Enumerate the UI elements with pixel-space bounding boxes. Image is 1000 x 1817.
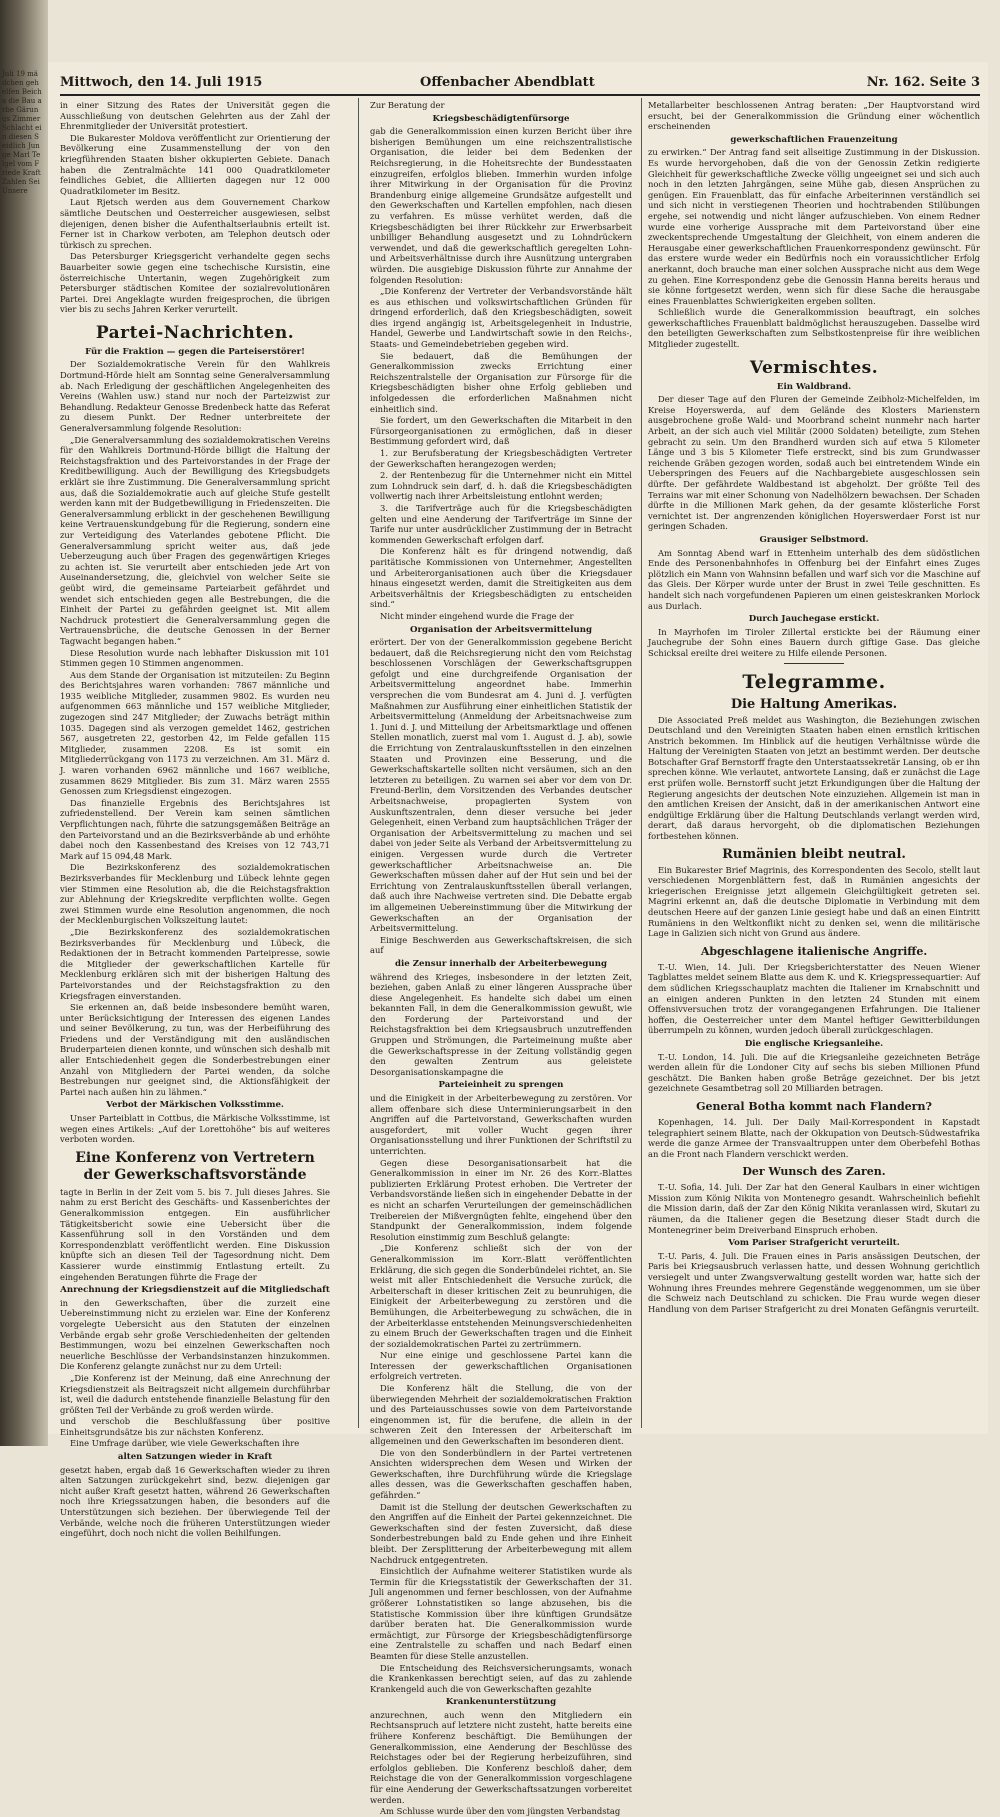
article-paragraph: Das finanzielle Ergebnis des Berichtsjahres ist zufriedenstellend. Der Verein kam seinen sämtlichen Verpflichtungen nach, führte die satzungsgemäßen Beiträge an den Parteivorstand und an die Bezirksverbände ab und erhöhte dabei noch den Kassenbestand des Kreises von 12 743,71 Mark auf 15 094,48 Mark. — [60, 797, 330, 861]
article-paragraph: Laut Rjetsch werden aus dem Gouvernement Charkow sämtliche Deutschen und Oesterreicher ausgewiesen, selbst diejenigen, denen bisher die Aufenthaltserlaubnis erteilt ist. Ferner ist in Charkow verboten, am Telephon deutsch oder türkisch zu sprechen. — [60, 197, 330, 250]
telegram-heading: Der Wunsch des Zaren. — [742, 1165, 886, 1179]
article-paragraph: Die Konferenz hält es für dringend notwendig, daß paritätische Kommissionen von Unternehmer, Angestellten und Arbeiterorganisationen auch über die Kriegsdauer hinaus eingesetzt werden, damit die Streitigkeiten aus dem Arbeitsverhältnis der Kriegsbeschädigten zu entscheiden sind.“ — [370, 546, 632, 610]
resolution-quote: „Die Bezirkskonferenz des sozialdemokratischen Bezirksverbandes für Mecklenburg und Lübeck, die Redaktionen der in Betracht kommenden Parteipresse, sowie die Mitglieder der gewerkschaftlichen Kartelle für Mecklenburg erklären sich mit der bisherigen Haltung des Parteivorstandes und der Reichstagsfraktion zu den Kriegsfragen einverstanden. — [60, 926, 330, 1001]
article-paragraph: gab die Generalkommission einen kurzen Bericht über ihre bisherigen Bemühungen um eine reichszentralistische Organisation, die leider bei dem Bedenken der Reichsregierung, in die Hoheitsrechte der Bundesstaaten einzugreifen, erfolglos blieben. Immerhin wurden infolge ihrer Mitwirkung in der Organisation für die Provinz Brandenburg einige allgemeine Grundsätze aufgestellt und den Gewerkschaften und Kartellen empfohlen, nach diesen zu verfahren. Es müsse verhütet werden, daß die Kriegsbeschädigten bei ihrer Rückkehr zur Erwerbsarbeit unbilliger Behandlung ausgesetzt und zu Lohndrückern verwendet, und daß die gewerkschaftlich geregelten Lohn- und Arbeitsverhältnisse durch ihre Ausnützung untergraben würden. Die ausgiebige Diskussion führte zur Annahme der folgenden Resolution: — [370, 126, 632, 285]
masthead-issue: Nr. 162. Seite 3 — [866, 75, 980, 90]
subheading: Kriegsbeschädigtenfürsorge — [432, 113, 570, 124]
article-paragraph: Sie erkennen an, daß beide insbesondere bemüht waren, unter Berücksichtigung der Interessen des eigenen Landes und seiner Bevölkerung, zu tun, was der Herbeiführung des Friedens und der Verständigung mit den ausländischen Bruderparteien dienen konnte, und wünschen sich deshalb mit aller Entschiedenheit gegen die Sonderbestrebungen einer Anzahl von Mitgliedern der Partei wenden, da solche Bestrebungen nur geeignet sind, die Aktionsfähigkeit der Partei nach außen hin zu lähmen.“ — [60, 1002, 330, 1097]
spine-fragment-text: Juli 19 mädchen gehelfen Beicha die Bau arbe Gärungs Zimmer Schlacht ein diesen Seidlich Junge Marl Telgel vom Friede Kraft Zahlen Sei Unsere — [2, 70, 42, 195]
column-1 — [60, 100, 330, 1539]
article-paragraph: Nicht minder eingehend wurde die Frage der — [380, 610, 574, 621]
article-paragraph: Am Schlusse wurde über den vom jüngsten Verbandstag — [380, 1806, 621, 1817]
section-heading: Eine Konferenz von Vertretern der Gewerkschaftsvorstände — [75, 1149, 315, 1183]
column-2 — [370, 100, 632, 1817]
article-paragraph: Zur Beratung der — [370, 100, 445, 110]
article-paragraph: gesetzt haben, ergab daß 16 Gewerkschaften wieder zu ihren alten Satzungen zurückgekehrt sind, bezw. diejenigen gar nicht außer Kraft gesetzt hatten, während 26 Gewerkschaften noch ihre Kriegssatzungen haben, die besonders auf die Unterstützungen sich beziehen. Der überwiegende Teil der Verbände, welche noch die früheren Unterstützungen wieder eingeführt, doch noch nicht die vollen Beihilfungen. — [60, 1464, 330, 1539]
subheading: Durch Jauchegase erstickt. — [748, 614, 880, 625]
subheading: alten Satzungen wieder in Kraft — [117, 1452, 273, 1463]
article-paragraph: In Mayrhofen im Tiroler Zillertal erstickte bei der Räumung einer Jauchegrube der Sohn eines Bauern durch giftige Gase. Das gleiche Schicksal ereilte drei weitere zu Hilfe eilende Personen. — [648, 626, 980, 658]
subheading: Für die Fraktion — gegen die Parteiserstörer! — [85, 346, 305, 357]
article-paragraph: T.-U. London, 14. Juli. Die auf die Kriegsanleihe gezeichneten Beträge werden allein für die Londoner City auf sechs bis sieben Millionen Pfund geschätzt. Die Banken haben große Beträge gezeichnet. Der bis jetzt gezeichnete Gesamtbetrag soll 20 Milliarden betragen. — [648, 1051, 980, 1094]
article-paragraph: Die Entscheidung des Reichsversicherungsamts, wonach die Krankenkassen berechtigt seien, auf das zu zahlende Krankengeld auch die von Gewerkschaften gezahlte — [370, 1662, 632, 1694]
section-heading: Partei-Nachrichten. — [95, 322, 295, 343]
masthead-paper-title: Offenbacher Abendblatt — [420, 75, 595, 90]
masthead — [60, 75, 980, 93]
article-paragraph: Diese Resolution wurde nach lebhafter Diskussion mit 101 Stimmen gegen 10 Stimmen angenommen. — [60, 647, 330, 669]
subheading: Ein Waldbrand. — [776, 381, 852, 392]
masthead-date: Mittwoch, den 14. Juli 1915 — [60, 75, 263, 90]
subheading: Grausiger Selbstmord. — [759, 534, 869, 545]
article-paragraph: Sie fordert, um den Gewerkschaften die Mitarbeit in den Fürsorgeorganisationen zu ermöglichen, daß in dieser Bestimmung gefordert wird, daß — [370, 415, 632, 447]
section-heading: Telegramme. — [742, 670, 886, 693]
subheading: die Zensur innerhalb der Arbeiterbewegung — [395, 958, 607, 969]
article-paragraph: Die Associated Preß meldet aus Washington, die Beziehungen zwischen Deutschland und den Vereinigten Staaten haben einen ernstlich kritischen Anstrich bekommen. Im Hinblick auf die heutigen Verhältnisse würde die Haltung der Vereinigten Staaten von jetzt an bestimmt werden. Der deutsche Botschafter Graf Bernstorff fragte den Unterstaatssekretär Lansing, ob er ihn sprechen könne. Wie verlautet, antwortete Lansing, daß er zunächst die Lage erst prüfen wolle. Bernstorff sucht jetzt Erkundigungen über die Haltung der Regierung angesichts der deutschen Note einzuziehen. Allgemein ist man in den amtlichen Kreisen der Ansicht, daß in der amerikanischen Antwort eine endgültige Erklärung über die Haltung Deutschlands verlangt werden wird, derart, daß daraus hervorgeht, ob die diplomatischen Beziehungen fortbestehen können. — [648, 714, 980, 842]
resolution-quote: „Die Konferenz schließt sich der von der Generalkommission im Korr.-Blatt veröffentlichten Erklärung, die sich gegen die Sonderbündelei richtet, an. Sie weist mit aller Entschiedenheit die Versuche zurück, die Arbeiterschaft in dieser kritischen Zeit zu beunruhigen, die Einigkeit der Arbeiterbewegung zu zerstören und die Bemühungen, die Arbeiterbewegung zu schwächen, die in der Arbeiterklasse entstehenden Meinungsverschiedenheiten zu einem Bruch der Gewerkschaften tragen und die Einheit der sozialdemokratischen Partei zu zertrümmern. — [370, 1243, 632, 1349]
article-paragraph: in einer Sitzung des Rates der Universität gegen die Ausschließung von deutschen Gelehrten aus der Zahl der Ehrenmitglieder der Universität protestiert. — [60, 100, 330, 132]
article-paragraph: Ein Bukarester Brief Magrinis, des Korrespondenten des Secolo, stellt laut verschiedenen Morgenblättern fest, daß in Rumänien angesichts der kriegerischen Ereignisse jetzt allgemein Gleichgültigkeit getreten sei. Magrini erkennt an, daß die deutsche Diplomatie in Verbindung mit dem deutschen Heere auf der ganzen Linie gesiegt habe und daß an einen Eintritt Rumäniens in den Weltkonflikt nicht zu denken sei, wenn die militärische Lage in Galizien sich nicht von Grund aus ändere. — [648, 864, 980, 939]
article-paragraph: Kopenhagen, 14. Juli. Der Daily Mail-Korrespondent in Kapstadt telegraphiert seinem Blatte, nach der Okkupation von Deutsch-Südwestafrika werde die ganze Armee der Transvaaltruppen unter dem Oberbefehl Bothas an die Front nach Flandern verschickt werden. — [648, 1116, 980, 1159]
subheading: Anrechnung der Kriegsdienstzeit auf die Mitgliedschaft — [60, 1285, 330, 1296]
article-paragraph: Die Bezirkskonferenz des sozialdemokratischen Bezirksverbandes für Mecklenburg und Lübeck lehnte gegen vier Stimmen eine Resolution ab, die die Reichstagsfraktion zur Ablehnung der Kriegskredite verpflichten wollte. Gegen zwei Stimmen wurde eine Resolution angenommen, die noch der Mecklenburgischen Volkszeitung lautet: — [60, 862, 330, 926]
article-paragraph: anzurechnen, auch wenn den Mitgliedern ein Rechtsanspruch auf letztere nicht zusteht, hatte bereits eine frühere Konferenz beschäftigt. Die Bemühungen der Generalkommission, eine Aenderung der Beschlüsse des Reichstages oder bei der Regierung herbeizuführen, sind erfolglos geblieben. Die Konferenz beschloß daher, dem Reichstage die von der Generalkommission vorgeschlagene für eine Aenderung der Gewerkschaftssatzungen vorbereitet werden. — [370, 1709, 632, 1805]
article-paragraph: zu erwirken.“ Der Antrag fand seit allseitige Zustimmung in der Diskussion. Es wurde hervorgehoben, daß die von der Genossin Zetkin redigierte Gleichheit für gewerkschaftliche Zwecke völlig ungeeignet sei und sich auch noch in den letzten Jahrgängen, seine Mühe gab, diesen Ansprüchen zu genügen. Ein Frauenblatt, das für einfache Arbeiterinnen verständlich sei und sich nicht in verstiegenen Theorien und hochtrabenden Stilübungen ergehe, sei notwendig und nicht länger aufzuschieben. Von einem Redner wurde eine vorherige Aussprache mit dem Parteivorstand über eine zweckentsprechende Umgestaltung der Gleichheit, von einem anderen die Herausgabe einer gewerkschaftlichen Frauenkorrespondenz gewünscht. Für das erstere wurde weder ein Bedürfnis noch ein voraussichtlicher Erfolg anerkannt, doch brauche man einer solchen Aussprache nicht aus dem Wege zu gehen. Eine Korrespondenz gebe die Genossin Hanna bereits heraus und sie könne fortgesetzt werden, wenn sich für diese Sache die herausgabe eines Frauenblattes Schwierigkeiten ergeben sollten. — [648, 147, 980, 306]
article-paragraph: Die Konferenz hält die Stellung, die von der überwiegenden Mehrheit der sozialdemokratischen Fraktion und des Parteiausschusses sowie von dem Parteivorstande eingenommen ist, für die berufene, die allein in der schweren Zeit den Interessen der Arbeiterschaft im allgemeinen und den Gewerkschaften im besonderen dient. — [370, 1383, 632, 1447]
article-paragraph: Der dieser Tage auf den Fluren der Gemeinde Zeibholz-Michelfelden, im Kreise Hoyerswerda, auf dem Gelände des Klosters Marienstern ausgebrochene große Wald- und Moorbrand scheint nunmehr nach harter Arbeit, an der sich auch viel Militär (2000 Soldaten) beteiligte, zum Stehen gebracht zu sein. Um den Brandherd wurden sich auf etwa 5 Kilometer Länge und 3 bis 5 Kilometer Tiefe erstreckt, sind bis zum Grundwasser reichende Gräben gezogen worden, sodaß auch bei eintretendem Winde ein Ueberspringen des Feuers auf die Nachbargebiete ausgeschlossen sein dürfte. Der gefährdete Waldbestand ist abgeholzt. Der größte Teil des Terrains war mit einer Schonung von Nadelhölzern bewachsen. Der Schaden dürfte in die Millionen Mark gehen, da der gesamte klösterliche Forst vernichtet ist. Der angrenzenden königlichen Hoyerswerdaer Forst ist nur geringen Schaden. — [648, 394, 980, 532]
subheading: Organisation der Arbeitsvermittelung — [410, 624, 592, 635]
subheading: Krankenunterstützung — [445, 1697, 557, 1708]
article-paragraph: Aus dem Stande der Organisation ist mitzuteilen: Zu Beginn des Berichtsjahres waren vorhanden: 7867 männliche und 1935 weibliche Mitglieder, zusammen 9802. Es wurden neu aufgenommen 663 männliche und 157 weibliche Mitglieder, zugezogen sind 247 Mitglieder; der Zuwachs beträgt mithin 1035. Dagegen sind als verzogen gemeldet 1462, gestrichen 567, ausgetreten 22, gestorben 42, im Felde gefallen 115 Mitglieder, zusammen 2208. Es ist somit ein Mitgliederrückgang von 1173 zu verzeichnen. Am 31. März d. J. waren vorhanden 6962 männliche und 1667 weibliche, zusammen 8629 Mitglieder. Bis zum 31. März waren 2555 Genossen zum Kriegsdienst eingezogen. — [60, 669, 330, 797]
divider — [784, 663, 844, 664]
masthead-rule — [60, 94, 980, 96]
article-paragraph: Einsichtlich der Aufnahme weiterer Statistiken wurde als Termin für die Kriegsstatistik der Gewerkschaften der 31. Juli angenommen und ferner beschlossen, von der Aufnahme größerer Lohnstatistiken so lange abzusehen, bis die Statistische Kommission über ihre künftigen Grundsätze darüber beraten hat. Die Generalkommission wurde ermächtigt, zur Fürsorge der Kriegsbeschädigtenfürsorge eine Zentralstelle zu schaffen und nach Bedarf einen Beamten für diese Stelle anzustellen. — [370, 1566, 632, 1661]
subheading: Vom Pariser Strafgericht verurteilt. — [728, 1238, 900, 1249]
article-paragraph: T.-U. Wien, 14. Juli. Der Kriegsberichterstatter des Neuen Wiener Tagblattes meldet seinem Blatte aus dem K. und K. Kriegspressequartier: Auf dem südlichen Kriegsschauplatz machten die Italiener im Krnabschnitt und an einigen anderen Punkten in den letzten 24 Stunden mit einem Offensivversuchen trotz der vorangegangenen Erfahrungen. Die Italiener hoffen, die Oesterreicher unter dem Mantel heftiger Gewitterbildungen überrumpeln zu können, wurden jedoch überall zurückgeschlagen. — [648, 961, 980, 1036]
article-paragraph: Die von den Sonderbündlern in der Partei vertretenen Ansichten widersprechen dem Wesen und Wirken der Gewerkschaften, ihre Durchführung würde die Kriegslage alles dessen, was die Gewerkschaften geschaffen haben, gefährden.“ — [370, 1447, 632, 1500]
article-paragraph: Die Bukarester Moldova veröffentlicht zur Orientierung der Bevölkerung eine Zusammenstellung der von den kriegführenden Staaten bisher okkupierten Gebiete. Danach haben die Zentralmächte 141 000 Quadratkilometer feindliches Gebiet, die Alliierten dagegen nur 12 000 Quadratkilometer im Besitz. — [60, 132, 330, 196]
resolution-quote: „Die Konferenz ist der Meinung, daß eine Anrechnung der Kriegsdienstzeit als Beitragszeit nicht allgemein durchführbar ist, weil die dadurch entstehende finanzielle Belastung für den größten Teil der Verbände zu groß werden würde. — [60, 1372, 330, 1415]
article-paragraph: in den Gewerkschaften, über die zurzeit eine Uebereinstimmung nicht zu erzielen war. Eine der Konferenz vorgelegte Uebersicht aus den Statuten der einzelnen Verbände ergab sehr große Verschiedenheiten der geltenden Bestimmungen, wozu bei einzelnen Gewerkschaften noch neuerliche Beschlüsse der Verbandsinstanzen hinzukommen. Die Konferenz gelangte zunächst nur zu dem Urteil: — [60, 1297, 330, 1372]
article-paragraph: Damit ist die Stellung der deutschen Gewerkschaften zu den Angriffen auf die Einheit der Partei gekennzeichnet. Die Gewerkschaften sind der festen Zuversicht, daß diese Sonderbestrebungen bald zu Ende gehen und ihre Einheit bleibt. Der Zersplitterung der Arbeiterbewegung mit allem Nachdruck entgegentreten. — [370, 1501, 632, 1565]
article-paragraph: erörtert. Der von der Generalkommission gegebene Bericht bedauert, daß die Reichsregierung nicht den vom Reichstag beschlossenen Vorschlägen der Gewerkschaftsgruppen gefolgt und eine durchgreifende Organisation der Arbeitsvermittelung angeordnet habe. Immerhin versprechen die vom Bundesrat am 4. Juni d. J. verfügten Maßnahmen zur Ausführung einer einheitlichen Statistik der Arbeitsvermittelung (Anmeldung der Arbeitsnachweise zum 1. Juni d. J. und Mitteilung der Arbeitsmarktlage und offenen Stellen monatlich, zuerst mal vom 1. August d. J. ab), sowie die Errichtung von Zentralauskunftsstellen in den einzelnen Staaten und Provinzen eine Besserung, und die Gewerkschaftskartelle sollten nicht versäumen, sich an den letzteren zu beteiligen. Zu warnen sei aber vor dem von Dr. Freund-Berlin, dem Vorsitzenden des Verbandes deutscher Arbeitsnachweise, propagierten System von Auskunftszentralen, denn dieser versuche bei jeder Gelegenheit, einen Verband zum hauptsächlichen Träger der Organisation der Arbeitsvermittelung zu machen und sei dabei von jeder Seite als Verband der Arbeitsvermittelung zu einigen. Vergessen wurde durch die Vertreter gewerkschaftlicher Arbeitsnachweise an. Die Gewerkschaften müssen daher auf der Hut sein und bei der Errichtung von Zentralauskunftsstellen überall verlangen, daß auch ihre Nachweise vertreten sind. Die Debatte ergab im allgemeinen Uebereinstimmung über die Mitwirkung der Gewerkschaften an der Organisation der Arbeitsvermittelung. — [370, 637, 632, 934]
list-item: 1. zur Berufsberatung der Kriegsbeschädigten Vertreter der Gewerkschaften herangezogen werden; — [370, 448, 632, 469]
article-paragraph: Das Petersburger Kriegsgericht verhandelte gegen sechs Bauarbeiter sowie gegen eine tschechische Kursistin, eine österreichische Untertanin, wegen Zugehörigkeit zum Petersburger städtischen Komitee der sozialrevolutionären Partei. Drei Angeklagte wurden freigesprochen, die übrigen vier bis zu sechs Jahren Kerker verurteilt. — [60, 251, 330, 315]
telegram-heading: General Botha kommt nach Flandern? — [696, 1099, 932, 1113]
article-paragraph: Der Sozialdemokratische Verein für den Wahlkreis Dortmund-Hörde hielt am Sonntag seine Generalversammlung ab. Nach Erledigung der geschäftlichen Angelegenheiten des Vereins (Wahlen usw.) stand nur noch der Parteizwist zur Behandlung. Redakteur Genosse Bredenbeck hatte das Referat zu diesem Punkt. Der Redner unterbreitete der Generalversammlung folgende Resolution: — [60, 359, 330, 434]
list-item: 3. die Tarifverträge auch für die Kriegsbeschädigten gelten und eine Aenderung der Tarifverträge im Sinne der Tarife nur unter ausdrücklicher Zustimmung der in Betracht kommenden Gewerkschaft erfolgen darf. — [370, 502, 632, 545]
article-paragraph: Schließlich wurde die Generalkommission beauftragt, ein solches gewerkschaftliches Frauenblatt baldmöglichst herauszugeben. Dasselbe wird den beteiligten Gewerkschaften zum Selbstkostenpreise für ihre weiblichen Mitglieder zugestellt. — [648, 307, 980, 350]
telegram-heading: Rumänien bleibt neutral. — [722, 846, 906, 862]
subheading: Verbot der Märkischen Volksstimme. — [106, 1100, 284, 1111]
list-item: 2. der Rentenbezug für die Unternehmer nicht ein Mittel zum Lohndruck sein darf, d. h. daß die Kriegsbeschädigten vollwertig nach ihrer Arbeitsleistung entlohnt werden; — [370, 470, 632, 502]
subheading: gewerkschaftlichen Frauenzeitung — [730, 134, 898, 145]
telegram-heading: Abgeschlagene italienische Angriffe. — [700, 944, 928, 958]
article-paragraph: während des Krieges, insbesondere in der letzten Zeit, beziehen, gaben Anlaß zu einer längeren Aussprache über diese Angelegenheit. Es handelte sich dabei um einen bekannten Fall, in dem die Generalkommission gewußt, wie den Forderung der Parteivorstand und der Reichstagsfraktion bei dem Kriegsausbruch unzutreffenden Gruppen und Strömungen, die Parteimeinung mußte aber die Gewerkschaftspresse in der Zeitung vollständig gegen den gewalten Zentrum aus geleistete Desorganisationskampagne die — [370, 971, 632, 1077]
article-paragraph: Unser Parteiblatt in Cottbus, die Märkische Volksstimme, ist wegen eines Artikels: „Auf der Lorettohöhe“ bis auf weiteres verboten worden. — [60, 1113, 330, 1145]
column-divider — [358, 98, 359, 1428]
article-paragraph: Eine Umfrage darüber, wie viele Gewerkschaften ihre — [70, 1438, 300, 1449]
article-paragraph: Metallarbeiter beschlossenen Antrag beraten: „Der Hauptvorstand wird ersucht, bei der Generalkommission die Gründung einer wöchentlich erscheinenden — [648, 100, 980, 132]
article-paragraph: Sie bedauert, daß die Bemühungen der Generalkommission zwecks Errichtung einer Reichszentralstelle der Organisation zur Fürsorge für die Kriegsbeschädigten bisher ohne Erfolg geblieben und infolgedessen die erforderlichen Maßnahmen nicht einheitlich sind. — [370, 350, 632, 414]
column-3 — [648, 100, 980, 1425]
article-paragraph: Gegen diese Desorganisationsarbeit hat die Generalkommission in einer im Nr. 26 des Korr.-Blattes publizierten Erklärung Protest erhoben. Die Vertreter der Verbandsvorstände ließen sich in eingehender Debatte in der es nicht an scharfen Verurteilungen der gemeinschädlichen Treibereien der Mißvergnügten fehlte, eingehend über den Standpunkt der Generalkommission, indem folgende Resolution einstimmig zum Beschluß gelangte: — [370, 1157, 632, 1242]
article-paragraph: Nur eine einige und geschlossene Partei kann die Interessen der gewerkschaftlichen Organisationen erfolgreich vertreten. — [370, 1350, 632, 1382]
resolution-quote: „Die Konferenz der Vertreter der Verbandsvorstände hält es aus ethischen und volkswirtschaftlichen Gründen für dringend erforderlich, daß den Kriegsbeschädigten, soweit dies irgend angängig ist, Arbeitsgelegenheit in Industrie, Handel, Gewerbe und Landwirtschaft sowie in den Reichs-, Staats- und Gemeindebetrieben gegeben wird. — [370, 286, 632, 350]
article-paragraph: und die Einigkeit in der Arbeiterbewegung zu zerstören. Vor allem offenbare sich diese Unterminierungsarbeit in den Angriffen auf die Parteivorstand, Gewerkschaften wurden ausgefordert, mit voller Wucht gegen ihrer Organisationsstellung und ihrer Funktionen der Schriftstil zu unterrichten. — [370, 1093, 632, 1156]
article-paragraph: Am Sonntag Abend warf in Ettenheim unterhalb des dem südöstlichen Ende des Personenbahnhofes in Offenburg bei der Einfahrt eines Zuges plötzlich ein Mann von Wahnsinn befallen und warf sich vor die Maschine auf das Gleis. Der Körper wurde unter der Brust in zwei Teile geschnitten. Es handelt sich nach vorgefundenen Papieren um einen geisteskranken Morlock aus Durlach. — [648, 547, 980, 611]
resolution-quote: „Die Generalversammlung des sozialdemokratischen Vereins für den Wahlkreis Dortmund-Hörde billigt die Haltung der Reichstagsfraktion und des Parteivorstandes in der Frage der Kreditbewilligung. Auch der Bewilligung des Kriegsbudgets erklärt sie ihre Zustimmung. Die Generalversammlung spricht aus, daß die Sozialdemokratie auch auf gleiche Stufe gestellt werden kann mit der Budgetbewilligung in Friedenszeiten. Die Generalversammlung erblickt in der geschehenen Bewilligung keine Vertrauenskundgebung für die Regierung, sondern eine zur Verteidigung des Vaterlandes gebotene Pflicht. Die Generalversammlung spricht weiter aus, daß jede Ueberzeugung auch über Fragen des gegenwärtigen Krieges zu achten ist. Sie verurteilt aber entschieden jede Art von Auseinandersetzung, die, gleichviel von welcher Seite sie geübt wird, die gemeinsame Parteiarbeit gefährdet und wendet sich entschieden gegen alle Bestrebungen, die die Einheit der Partei zu gefährden geeignet ist. Mit allem Nachdruck protestiert die Generalversammlung gegen die Vertrauensbrüche, die deutsche Genossen in der Berner Tagwacht begangen haben.“ — [60, 434, 330, 646]
section-heading: Vermischtes. — [749, 357, 879, 378]
article-paragraph: tagte in Berlin in der Zeit vom 5. bis 7. Juli dieses Jahres. Sie nahm zu erst Bericht des Geschäfts- und Kassenberichtes der Generalkommission entgegen. Ein ausführlicher Tätigkeitsbericht sowie eine Uebersicht über die Kassenführung soll in den Vorständen und dem Korrespondenzblatt veröffentlicht werden. Eine Diskussion knüpfte sich an diesen Teil der Tagesordnung nicht. Dem Kassierer wurde einstimmig Entlastung erteilt. Zu eingehenden Beratungen führte die Frage der — [60, 1186, 330, 1282]
binding-spine — [0, 0, 48, 1446]
telegram-heading: Die Haltung Amerikas. — [730, 696, 898, 712]
article-paragraph: T.-U. Paris, 4. Juli. Die Frauen eines in Paris ansässigen Deutschen, der Paris bei Kriegsausbruch verlassen hatte, und dessen Wohnung gerichtlich versiegelt und unter Zwangsverwaltung gestellt worden war, hatte sich der Wohnung ihres Freundes mehrere Gegenstände weggenommen, um sie über die Schweiz nach Deutschland zu schicken. Die Frau wurde wegen dieser Handlung von dem Pariser Strafgericht zu drei Monaten Gefängnis verurteilt. — [648, 1250, 980, 1314]
article-paragraph: Einige Beschwerden aus Gewerkschaftskreisen, die sich auf — [370, 934, 632, 956]
subheading: Parteieinheit zu sprengen — [438, 1080, 564, 1091]
subheading: Die englische Kriegsanleihe. — [744, 1038, 884, 1049]
article-paragraph: und verschob die Beschlußfassung über positive Einheitsgrundsätze bis zur nächsten Konferenz. — [60, 1416, 330, 1437]
column-divider — [641, 98, 642, 1428]
article-paragraph: T.-U. Sofia, 14. Juli. Der Zar hat den General Kaulbars in einer wichtigen Mission zum König Nikita von Montenegro gesandt. Wahrscheinlich befiehlt die Mission darin, daß der Zar den König Nikita veranlassen wird, Skutari zu räumen, da die Italiener gegen die Besetzung dieser Stadt durch die Montenegriner beim Dreiverband Einspruch erhoben. — [648, 1182, 980, 1235]
